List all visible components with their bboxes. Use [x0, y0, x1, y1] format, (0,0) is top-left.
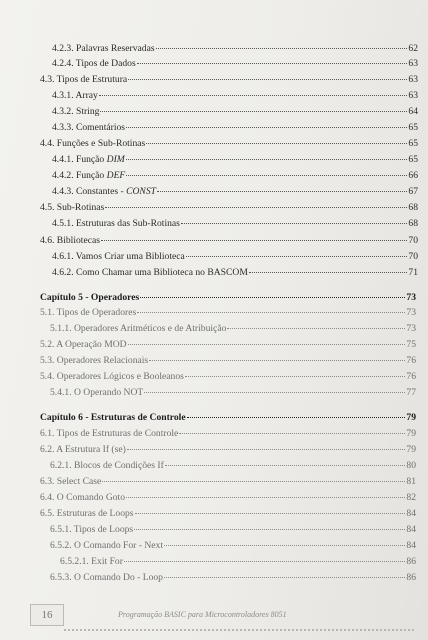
toc-page-number: 62 — [408, 43, 418, 54]
toc-entry — [50, 323, 416, 334]
toc-entry-title-text: 6.5. Estruturas de Loops — [40, 508, 134, 519]
toc-page-number: 77 — [406, 387, 416, 398]
toc-page-number: 84 — [406, 540, 416, 551]
toc-entry-title — [40, 444, 126, 455]
leader-dots — [186, 255, 408, 257]
toc-entry-title-text: 5.2. A Operação MOD — [40, 339, 127, 350]
toc-entry-title — [52, 43, 155, 54]
toc-page-number: 79 — [406, 428, 416, 439]
toc-entry — [40, 138, 418, 149]
toc-entry-title — [40, 74, 127, 85]
leader-dots — [140, 296, 405, 298]
leader-dots — [181, 222, 407, 224]
toc-entry-title-text: 4.3. Tipos de Estrutura — [40, 74, 128, 85]
toc-entry-title-text: 6.5.2.1. Exit For — [60, 556, 123, 567]
leader-dots — [124, 560, 406, 562]
leader-dots — [126, 496, 405, 498]
toc-entry — [40, 371, 416, 382]
toc-entry-title — [52, 154, 125, 165]
toc-entry-title-text: 4.3.3. Comentários — [52, 122, 126, 133]
toc-entry-title-text: 6.5.1. Tipos de Loops — [50, 524, 134, 535]
toc-entry-title — [50, 323, 226, 334]
toc-page-number: 64 — [408, 106, 418, 117]
leader-dots — [126, 158, 408, 160]
toc-entry-title-text: 4.6.2. Como Chamar uma Biblioteca no BASCOM — [52, 267, 248, 278]
toc-entry-title-text: 5.1.1. Operadores Aritméticos e de Atribuição — [50, 323, 227, 334]
toc-entry-title — [40, 428, 178, 439]
toc-entry-title — [52, 218, 180, 229]
leader-dots — [134, 528, 405, 530]
toc-entry-title — [40, 412, 186, 423]
toc-page-number: 70 — [408, 235, 418, 246]
toc-entry — [40, 307, 416, 318]
toc-entry-title-italic: DIM — [106, 154, 125, 165]
toc-entry — [50, 387, 416, 398]
toc-page-number: 76 — [406, 371, 416, 382]
leader-dots — [128, 78, 407, 80]
toc-entry — [40, 339, 416, 350]
leader-dots — [185, 375, 406, 377]
leader-dots — [105, 206, 407, 208]
toc-entry-title-text: 6.2. A Estrutura If (se) — [40, 444, 126, 455]
leader-dots — [156, 47, 408, 49]
toc-entry-title-text: 6.4. O Comando Goto — [40, 492, 126, 503]
toc-page-number: 65 — [408, 122, 418, 133]
toc-page-number: 84 — [406, 508, 416, 519]
toc-entry-title — [60, 556, 123, 567]
toc-entry-title-text: Capítulo 5 - Operadores — [40, 292, 140, 303]
toc-entry-title — [52, 251, 185, 262]
toc-entry — [52, 90, 418, 101]
toc-entry-title — [40, 138, 145, 149]
toc-page-number: 86 — [406, 556, 416, 567]
toc-entry-title-text: 6.5.2. O Comando For - Next — [50, 540, 163, 551]
leader-dots — [127, 448, 406, 450]
leader-dots — [128, 343, 406, 345]
toc-entry-title — [52, 186, 156, 197]
toc-entry-title — [40, 339, 127, 350]
toc-page-number: 73 — [406, 292, 416, 303]
toc-entry-title — [40, 492, 125, 503]
toc-entry — [50, 524, 416, 535]
toc-entry-title-text: 5.4. Operadores Lógicos e Booleanos — [40, 371, 184, 382]
toc-entry — [40, 202, 418, 213]
toc-entry-title-text: 4.2.4. Tipos de Dados — [52, 58, 136, 69]
toc-entry-title-text: 4.5. Sub-Rotinas — [40, 202, 105, 213]
toc-entry-title-text: 4.4.1. Função — [52, 154, 107, 165]
toc-entry-title — [40, 371, 184, 382]
leader-dots — [146, 142, 407, 144]
toc-entry — [52, 43, 418, 54]
toc-entry-title — [52, 58, 136, 69]
toc-entry-title-text: 6.3. Select Case — [40, 476, 102, 487]
toc-entry-title-italic: DEF — [106, 170, 126, 181]
leader-dots — [144, 391, 405, 393]
leader-dots — [249, 271, 408, 273]
toc-entry-title-italic: CONST — [126, 186, 156, 197]
toc-entry-title-text: 4.4. Funções e Sub-Rotinas — [40, 138, 146, 149]
toc-entry-title — [50, 540, 163, 551]
toc-entry-title-text: Capítulo 6 - Estruturas de Controle — [40, 412, 186, 423]
toc-page-number: 65 — [408, 154, 418, 165]
toc-page-number: 79 — [406, 412, 416, 423]
toc-entry — [52, 170, 418, 181]
toc-chapter-entry — [40, 292, 416, 303]
toc-page-number: 63 — [408, 74, 418, 85]
leader-dots — [165, 464, 406, 466]
toc-entry-title — [40, 235, 100, 246]
leader-dots — [135, 512, 406, 514]
toc-entry — [40, 235, 418, 246]
toc-entry — [40, 444, 416, 455]
toc-entry-title-text: 4.4.3. Constantes - — [52, 186, 127, 197]
leader-dots — [137, 62, 408, 64]
leader-dots — [164, 576, 405, 578]
toc-entry-title-text: 4.4.2. Função — [52, 170, 107, 181]
toc-entry-title — [52, 122, 125, 133]
toc-entry-title — [52, 267, 248, 278]
toc-page-number: 68 — [408, 202, 418, 213]
running-title: Programação BASIC para Microcontroladores 8051 — [118, 610, 287, 619]
page-footer — [0, 600, 428, 640]
toc-entry — [52, 218, 418, 229]
toc-entry — [52, 186, 418, 197]
leader-dots — [100, 110, 407, 112]
toc-entry-title-text: 4.6.1. Vamos Criar uma Biblioteca — [52, 251, 185, 262]
toc-entry — [40, 476, 416, 487]
toc-entry-title — [40, 202, 104, 213]
toc-entry-title-text: 4.3.1. Array — [52, 90, 98, 101]
toc-entry-title-text: 4.3.2. String — [52, 106, 100, 117]
toc-entry-title-text: 6.2.1. Blocos de Condições If — [50, 460, 164, 471]
toc-entry — [60, 556, 416, 567]
toc-entry — [50, 460, 416, 471]
toc-entry — [40, 508, 416, 519]
toc-entry — [40, 428, 416, 439]
toc-entry — [52, 122, 418, 133]
leader-dots — [102, 480, 405, 482]
toc-page-number: 81 — [406, 476, 416, 487]
toc-entry-title-text: 5.3. Operadores Relacionais — [40, 355, 149, 366]
toc-page-number: 75 — [406, 339, 416, 350]
toc-page-number: 84 — [406, 524, 416, 535]
toc-entry-title — [52, 106, 99, 117]
toc-page-number: 76 — [406, 355, 416, 366]
toc-entry-title — [50, 387, 143, 398]
toc-entry-title — [52, 90, 98, 101]
toc-page-number: 73 — [406, 323, 416, 334]
leader-dots — [179, 432, 405, 434]
toc-entry-title — [40, 307, 136, 318]
toc-chapter-entry — [40, 412, 416, 423]
leader-dots — [149, 359, 405, 361]
footer-dotted-rule — [64, 628, 414, 631]
leader-dots — [164, 544, 405, 546]
leader-dots — [157, 190, 407, 192]
toc-entry-title-text: 4.6. Bibliotecas — [40, 235, 100, 246]
toc-entry-title — [50, 572, 163, 583]
toc-entry-title-text: 5.1. Tipos de Operadores — [40, 307, 137, 318]
toc-entry — [52, 58, 418, 69]
leader-dots — [101, 239, 407, 241]
toc-page-number: 79 — [406, 444, 416, 455]
toc-entry-title — [40, 476, 101, 487]
toc-entry-title — [50, 460, 164, 471]
toc-entry — [50, 540, 416, 551]
toc-page-number: 68 — [408, 218, 418, 229]
leader-dots — [227, 327, 405, 329]
leader-dots — [126, 174, 407, 176]
toc-entry-title-text: 6.5.3. O Comando Do - Loop — [50, 572, 163, 583]
toc-page-number: 86 — [406, 572, 416, 583]
toc-page-number: 63 — [408, 58, 418, 69]
toc-entry-title — [50, 524, 133, 535]
toc-page-number: 65 — [408, 138, 418, 149]
leader-dots — [137, 311, 405, 313]
toc-entry — [40, 355, 416, 366]
page-number: 16 — [30, 604, 64, 626]
toc-entry-title-text: 4.5.1. Estruturas das Sub-Rotinas — [52, 218, 180, 229]
toc-entry-title — [40, 355, 148, 366]
toc-entry — [52, 106, 418, 117]
toc-entry — [52, 267, 418, 278]
toc-entry — [40, 492, 416, 503]
toc-page-number: 67 — [408, 186, 418, 197]
toc-page-number: 63 — [408, 90, 418, 101]
toc-page-number: 80 — [406, 460, 416, 471]
toc-entry-title — [40, 292, 139, 303]
toc-entry — [52, 251, 418, 262]
toc-entry — [52, 154, 418, 165]
toc-entry-title-text: 5.4.1. O Operando NOT — [50, 387, 144, 398]
leader-dots — [187, 416, 406, 418]
toc-entry — [50, 572, 416, 583]
toc-page-number: 66 — [408, 170, 418, 181]
toc-page-number: 73 — [406, 307, 416, 318]
toc-entry-title-text: 4.2.3. Palavras Reservadas — [52, 43, 155, 54]
leader-dots — [99, 94, 408, 96]
toc-entry-title-text: 6.1. Tipos de Estruturas de Controle — [40, 428, 179, 439]
toc-entry — [40, 74, 418, 85]
toc-page-number: 82 — [406, 492, 416, 503]
leader-dots — [126, 126, 407, 128]
toc-page-number: 70 — [408, 251, 418, 262]
toc-entry-title — [40, 508, 134, 519]
toc-page-number: 71 — [408, 267, 418, 278]
toc-entry-title — [52, 170, 125, 181]
